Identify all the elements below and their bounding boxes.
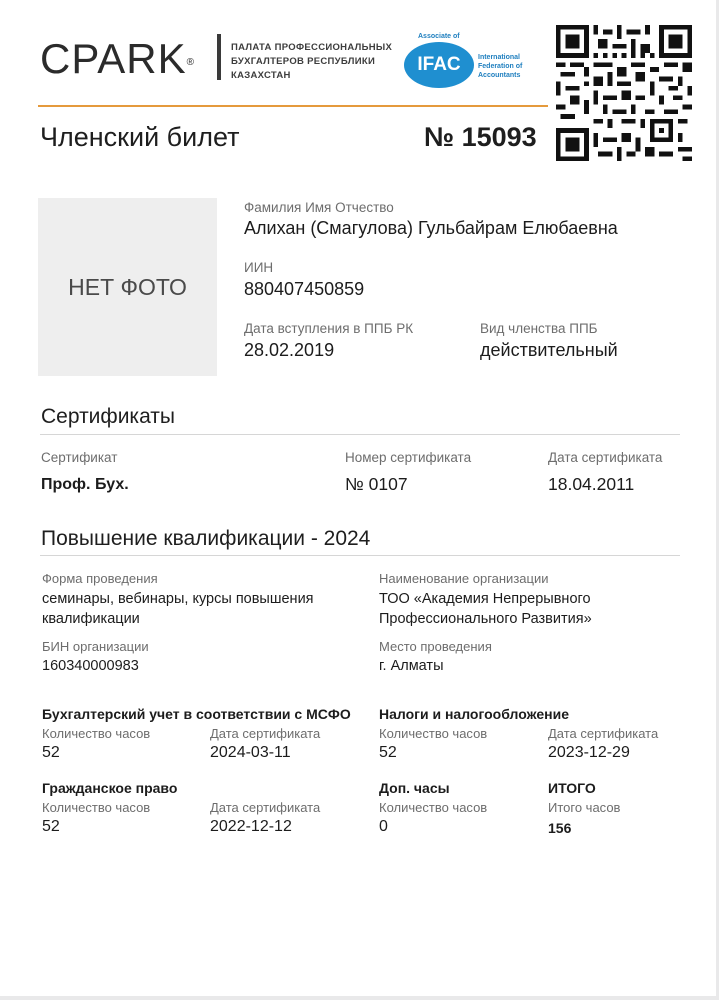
course-name: Налоги и налогообложение (379, 706, 569, 722)
course-hours-label: Количество часов (379, 726, 488, 741)
form-value: семинары, вебинары, курсы повышения квалификации (42, 591, 314, 627)
course-hours-label: Количество часов (379, 800, 488, 815)
iin-label: ИИН (244, 260, 274, 275)
cert-name: Проф. Бух. (41, 476, 129, 493)
course-hours: 52 (42, 818, 60, 835)
course-date: 2024-03-11 (210, 744, 291, 761)
cert-date-column-header: Дата сертификата (548, 450, 663, 465)
total-hours-label: Итого часов (548, 800, 621, 815)
registered-mark: ® (186, 57, 195, 68)
header-divider (38, 105, 548, 107)
chamber-name: ПАЛАТА ПРОФЕССИОНАЛЬНЫХ БУХГАЛТЕРОВ РЕСПУБЛИКИ КАЗАХСТАН (231, 42, 393, 81)
spark-logo (40, 34, 195, 84)
cert-column-header: Сертификат (41, 450, 118, 465)
membership-type-label: Вид членства ППБ (480, 321, 598, 336)
training-title: Повышение квалификации - 2024 (41, 527, 371, 550)
card-title: Членский билет (40, 122, 240, 152)
course-name: Бухгалтерский учет в соответствии с МСФО (42, 706, 351, 722)
course-hours: 52 (42, 744, 60, 761)
cert-number: № 0107 (345, 474, 408, 494)
ifac-full-name: International Federation of Accountants (478, 54, 523, 79)
course-hours: 52 (379, 744, 397, 761)
spark-logo-text: CPARK (40, 35, 187, 82)
certificates-title: Сертификаты (41, 405, 175, 428)
course-hours-label: Количество часов (42, 800, 151, 815)
bin-value: 160340000983 (42, 658, 139, 674)
photo-placeholder: НЕТ ФОТО (38, 198, 217, 376)
member-iin: 880407450859 (244, 279, 365, 299)
course-date: 2023-12-29 (548, 744, 630, 761)
certificates-divider (40, 434, 680, 435)
course-date: 2022-12-12 (210, 818, 292, 835)
ifac-associate-label: Associate of (418, 33, 460, 40)
place-value: г. Алматы (379, 658, 444, 674)
cert-date: 18.04.2011 (548, 474, 635, 494)
course-date-label: Дата сертификата (548, 726, 659, 741)
org-label: Наименование организации (379, 571, 549, 586)
place-label: Место проведения (379, 639, 492, 654)
logo-divider (217, 34, 221, 80)
member-name: Алихан (Смагулова) Гульбайрам Елюбаевна (244, 218, 618, 238)
training-divider (40, 555, 680, 556)
bin-label: БИН организации (42, 639, 149, 654)
total-title: ИТОГО (548, 780, 596, 796)
membership-type: действительный (480, 340, 618, 360)
card-number: № 15093 (424, 122, 537, 152)
join-date-label: Дата вступления в ППБ РК (244, 321, 414, 336)
course-name: Гражданское право (42, 780, 178, 796)
join-date: 28.02.2019 (244, 340, 335, 360)
course-date-label: Дата сертификата (210, 726, 321, 741)
course-name: Доп. часы (379, 780, 450, 796)
course-hours: 0 (379, 818, 388, 835)
org-value: ТОО «Академия Непрерывного Профессионального Развития» (379, 591, 592, 627)
total-hours: 156 (548, 820, 572, 836)
qr-code-icon (556, 25, 692, 161)
ifac-logo: IFAC (404, 42, 474, 88)
form-label: Форма проведения (42, 571, 158, 586)
course-hours-label: Количество часов (42, 726, 151, 741)
cert-number-column-header: Номер сертификата (345, 450, 472, 465)
name-label: Фамилия Имя Отчество (244, 200, 394, 215)
course-date-label: Дата сертификата (210, 800, 321, 815)
